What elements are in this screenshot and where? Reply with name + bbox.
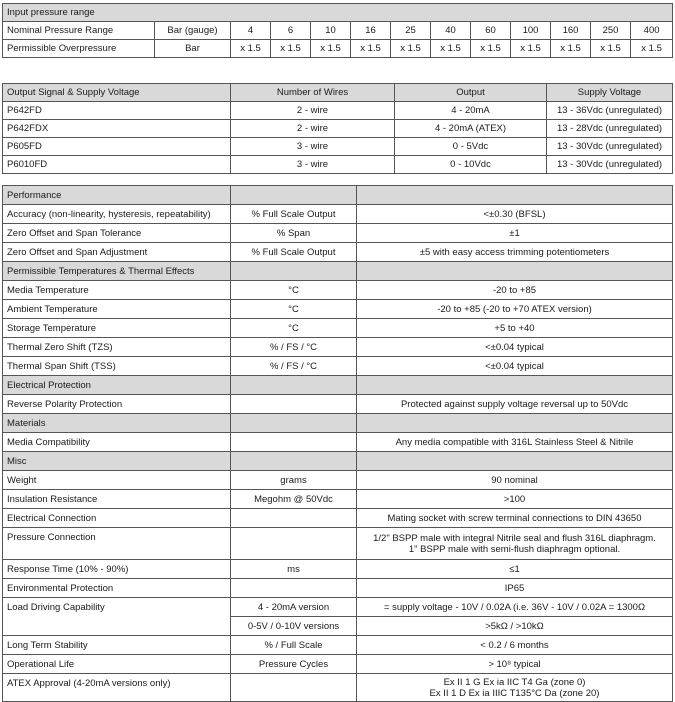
spec-label: Accuracy (non-linearity, hysteresis, repeatability) [3,205,231,224]
section-misc: Misc [3,452,231,471]
spec-value: = supply voltage - 10V / 0.02A (i.e. 36V - 10V / 0.02A = 1300Ω [357,598,673,617]
spec-unit: ms [231,560,357,579]
table-row [3,224,673,243]
spec-label: Thermal Zero Shift (TZS) [3,338,231,357]
spec-value: <±0.04 typical [357,357,673,376]
spec-value: > 10⁸ typical [357,655,673,674]
range-cell: 60 [471,22,511,40]
table-header-row [3,4,673,22]
output-cell: 0 - 10Vdc [395,156,547,174]
spec-value-line: 1/2" BSPP male with integral Nitrile seal and flush 316L diaphragm. [373,532,656,544]
section-header-row [3,376,673,395]
spec-unit: % Span [231,224,357,243]
section-header-row [3,452,673,471]
table-row [3,281,673,300]
table-row [3,205,673,224]
table-row [3,243,673,262]
spec-label: Zero Offset and Span Adjustment [3,243,231,262]
specifications-table [2,185,673,702]
spec-value: Protected against supply voltage reversal up to 50Vdc [357,395,673,414]
table-row [3,120,673,138]
spec-value: +5 to +40 [357,319,673,338]
table-row [3,395,673,414]
overpressure-cell: x 1.5 [511,40,551,58]
spec-label: Zero Offset and Span Tolerance [3,224,231,243]
spec-value-line: Ex II 1 G Ex ia IIC T4 Ga (zone 0) [443,676,586,688]
spec-value-line: 1" BSPP male with semi-flush diaphragm optional. [408,543,621,555]
overpressure-cell: x 1.5 [551,40,591,58]
spec-value: IP65 [357,579,673,598]
spec-label: Thermal Span Shift (TSS) [3,357,231,376]
section-performance: Performance [3,186,231,205]
spec-label: ATEX Approval (4-20mA versions only) [3,674,231,702]
table-row [3,102,673,120]
model-cell: P605FD [3,138,231,156]
model-cell: P642FD [3,102,231,120]
table-row [3,655,673,674]
spec-label: Reverse Polarity Protection [3,395,231,414]
overpressure-cell: x 1.5 [231,40,271,58]
spec-value: ±5 with easy access trimming potentiometers [357,243,673,262]
output-signal-table [2,83,673,174]
range-cell: 160 [551,22,591,40]
spec-label: Pressure Connection [3,528,231,560]
column-header: Output Signal & Supply Voltage [3,84,231,102]
spec-label: Environmental Protection [3,579,231,598]
input-pressure-header: Input pressure range [3,4,673,22]
table-row [3,357,673,376]
output-cell: 0 - 5Vdc [395,138,547,156]
table-row [3,433,673,452]
spec-value: -20 to +85 [357,281,673,300]
table-row [3,319,673,338]
spec-value-line: Ex II 1 D Ex ia IIIC T135°C Da (zone 20) [429,687,600,699]
wires-cell: 2 - wire [231,120,395,138]
table-row [3,156,673,174]
section-header-row [3,262,673,281]
model-cell: P642FDX [3,120,231,138]
spec-value: >100 [357,490,673,509]
row-label: Nominal Pressure Range [3,22,155,40]
spec-label: Operational Life [3,655,231,674]
spec-label: Weight [3,471,231,490]
section-temperatures: Permissible Temperatures & Thermal Effects [3,262,231,281]
range-cell: 16 [351,22,391,40]
table-row [3,22,673,40]
spec-value: >5kΩ / >10kΩ [357,617,673,636]
range-cell: 6 [271,22,311,40]
spec-unit: % Full Scale Output [231,243,357,262]
supply-cell: 13 - 30Vdc (unregulated) [547,156,673,174]
spec-unit: °C [231,281,357,300]
spec-unit: Pressure Cycles [231,655,357,674]
spec-unit: % / FS / °C [231,357,357,376]
spec-label: Long Term Stability [3,636,231,655]
wires-cell: 2 - wire [231,102,395,120]
spec-value: Mating socket with screw terminal connections to DIN 43650 [357,509,673,528]
spec-label: Media Compatibility [3,433,231,452]
column-header: Output [395,84,547,102]
section-materials: Materials [3,414,231,433]
spec-unit: % / FS / °C [231,338,357,357]
spec-unit: 4 - 20mA version [231,598,357,617]
table-row [3,40,673,58]
spec-label: Response Time (10% - 90%) [3,560,231,579]
overpressure-cell: x 1.5 [351,40,391,58]
table-row [3,338,673,357]
spec-value [357,674,673,702]
range-cell: 250 [591,22,631,40]
overpressure-cell: x 1.5 [311,40,351,58]
spec-value: Any media compatible with 316L Stainless Steel & Nitrile [357,433,673,452]
spec-value: ≤1 [357,560,673,579]
spec-unit: 0-5V / 0-10V versions [231,617,357,636]
spec-unit: % / Full Scale [231,636,357,655]
range-cell: 25 [391,22,431,40]
spec-value [357,528,673,560]
spec-value: <±0.30 (BFSL) [357,205,673,224]
row-label: Permissible Overpressure [3,40,155,58]
table-row [3,471,673,490]
model-cell: P6010FD [3,156,231,174]
range-cell: 4 [231,22,271,40]
spec-value: 90 nominal [357,471,673,490]
overpressure-cell: x 1.5 [431,40,471,58]
spec-unit: °C [231,300,357,319]
output-cell: 4 - 20mA [395,102,547,120]
supply-cell: 13 - 36Vdc (unregulated) [547,102,673,120]
unit-cell: Bar (gauge) [155,22,231,40]
overpressure-cell: x 1.5 [391,40,431,58]
spec-label: Media Temperature [3,281,231,300]
spec-label: Storage Temperature [3,319,231,338]
section-electrical-protection: Electrical Protection [3,376,231,395]
table-row [3,490,673,509]
spec-unit: Megohm @ 50Vdc [231,490,357,509]
spec-unit: °C [231,319,357,338]
spec-value: <±0.04 typical [357,338,673,357]
input-pressure-table [2,3,673,58]
spec-unit: % Full Scale Output [231,205,357,224]
table-row [3,560,673,579]
range-cell: 40 [431,22,471,40]
overpressure-cell: x 1.5 [471,40,511,58]
table-row [3,674,673,702]
overpressure-cell: x 1.5 [631,40,673,58]
spec-label: Ambient Temperature [3,300,231,319]
range-cell: 10 [311,22,351,40]
overpressure-cell: x 1.5 [591,40,631,58]
wires-cell: 3 - wire [231,138,395,156]
spec-label: Insulation Resistance [3,490,231,509]
supply-cell: 13 - 30Vdc (unregulated) [547,138,673,156]
spec-unit: grams [231,471,357,490]
wires-cell: 3 - wire [231,156,395,174]
table-row [3,300,673,319]
table-row [3,528,673,560]
spec-value: ±1 [357,224,673,243]
table-row [3,598,673,617]
supply-cell: 13 - 28Vdc (unregulated) [547,120,673,138]
spec-label: Electrical Connection [3,509,231,528]
column-header: Number of Wires [231,84,395,102]
range-cell: 400 [631,22,673,40]
spec-value: -20 to +85 (-20 to +70 ATEX version) [357,300,673,319]
overpressure-cell: x 1.5 [271,40,311,58]
section-header-row [3,186,673,205]
spec-value: < 0.2 / 6 months [357,636,673,655]
table-row [3,138,673,156]
table-row [3,509,673,528]
table-header-row [3,84,673,102]
output-cell: 4 - 20mA (ATEX) [395,120,547,138]
range-cell: 100 [511,22,551,40]
spec-label: Load Driving Capability [3,598,231,636]
table-row [3,636,673,655]
unit-cell: Bar [155,40,231,58]
section-header-row [3,414,673,433]
table-row [3,579,673,598]
column-header: Supply Voltage [547,84,673,102]
